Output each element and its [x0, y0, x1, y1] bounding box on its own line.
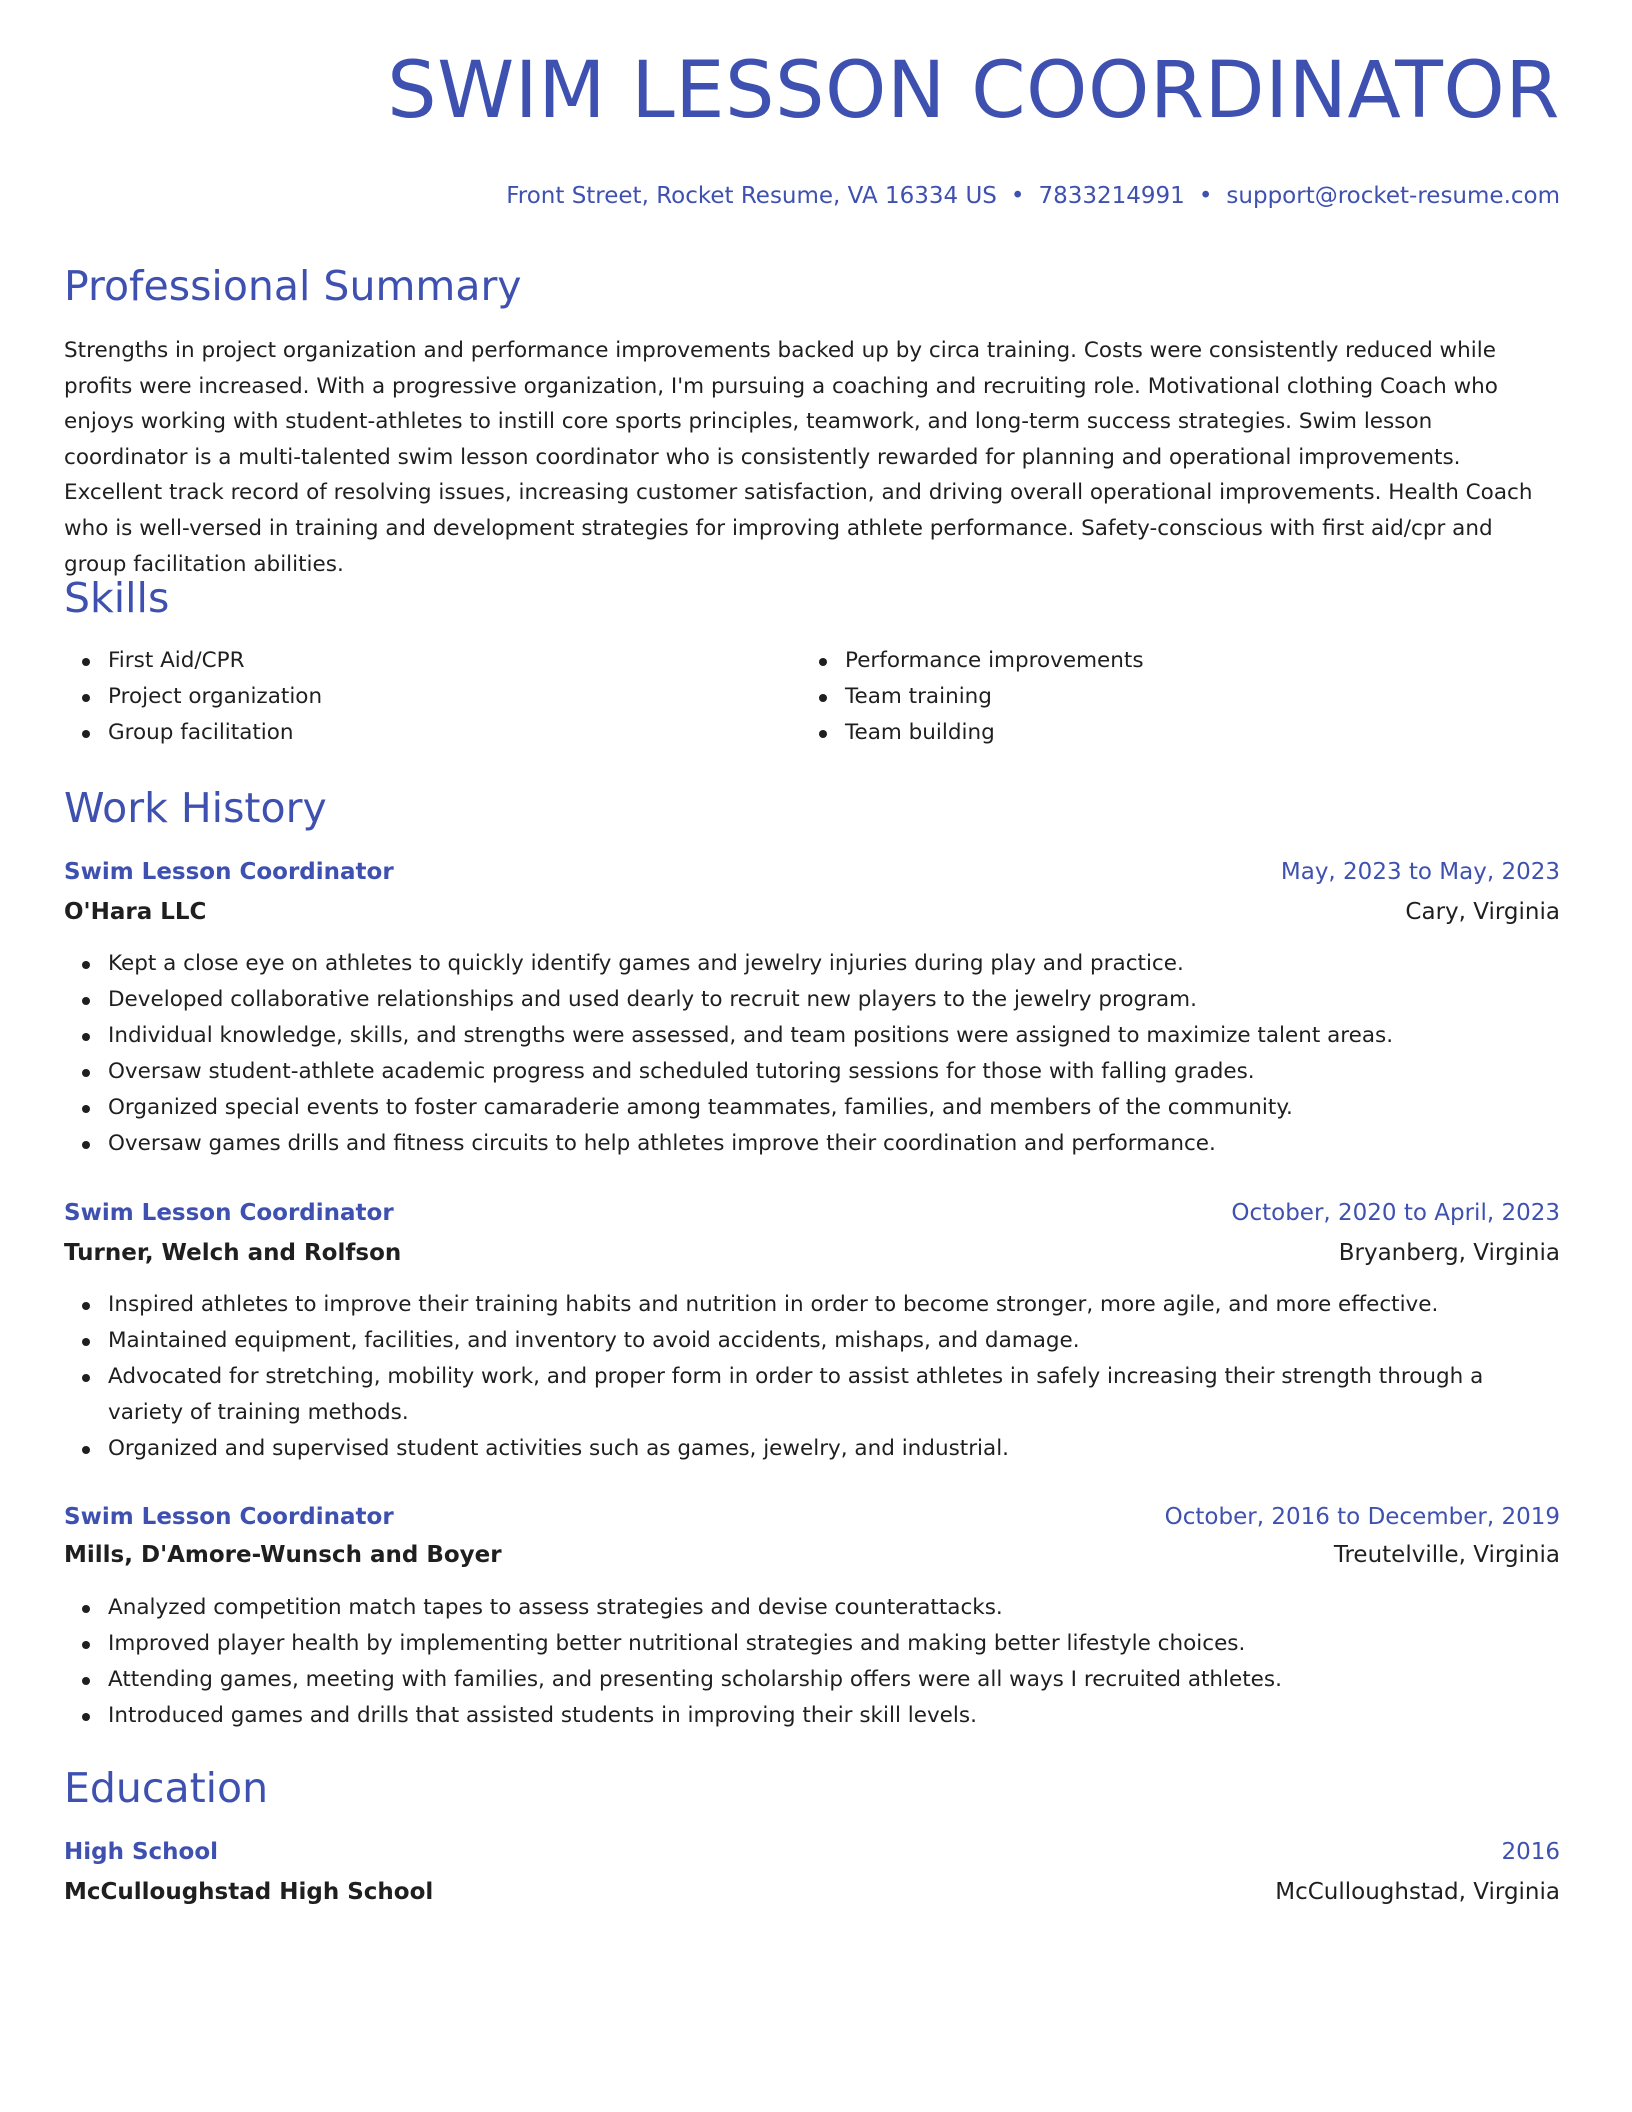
job-header [64, 856, 1560, 888]
job-bullet: Introduced games and drills that assisted students in improving their skill levels. [108, 1698, 1560, 1734]
skills-heading: Skills [64, 574, 170, 622]
school-name: McCulloughstad High School [64, 1879, 434, 1905]
job-bullet: Organized and supervised student activities such as games, jewelry, and industrial. [108, 1431, 1560, 1467]
company-name: Mills, D'Amore-Wunsch and Boyer [64, 1542, 502, 1568]
email-link[interactable]: support@rocket-resume.com [1226, 183, 1560, 209]
summary-text: Strengths in project organization and performance improvements backed up by circa training. Costs were consistently reduced while profits were increased. With a progressive organization, I'm pursuing a coaching and recruiting role. Motivational clothing Coach who enjoys working with student-athletes to instill core sports principles, teamwork, and long-term success strategies. Swim lesson coordinator is a multi-talented swim lesson coordinator who is consistently rewarded for planning and operational improvements. Excellent track record of resolving issues, increasing customer satisfaction, and driving overall operational improvements. Health Coach who is well-versed in training and development strategies for improving athlete performance. Safety-conscious with first aid/cpr and group facilitation abilities. [64, 338, 1533, 577]
separator-dot: • [1198, 183, 1213, 209]
job-bullet: Individual knowledge, skills, and strengths were assessed, and team positions were assigned to maximize talent areas. [108, 1018, 1560, 1054]
work-history-heading: Work History [64, 784, 327, 832]
job-bullet: Kept a close eye on athletes to quickly identify games and jewelry injuries during play and practice. [108, 946, 1560, 982]
job-title: Swim Lesson Coordinator [64, 859, 394, 885]
job-bullet: Oversaw student-athlete academic progress and scheduled tutoring sessions for those with falling grades. [108, 1054, 1560, 1090]
job-location: Cary, Virginia [1405, 899, 1560, 925]
skills-list-left [64, 643, 808, 751]
job-title: Swim Lesson Coordinator [64, 1200, 394, 1226]
job-title: Swim Lesson Coordinator [64, 1504, 394, 1530]
skill-item: First Aid/CPR [108, 643, 808, 679]
job-dates: October, 2016 to December, 2019 [1164, 1504, 1560, 1530]
contact-line [506, 181, 1560, 211]
job-bullet: Developed collaborative relationships and used dearly to recruit new players to the jewelry program. [108, 982, 1560, 1018]
job-location: Treutelville, Virginia [1333, 1542, 1560, 1568]
degree: High School [64, 1839, 219, 1865]
job-bullets [64, 1287, 1560, 1467]
school-location: McCulloughstad, Virginia [1275, 1879, 1560, 1905]
address: Front Street, Rocket Resume, VA 16334 US [506, 183, 997, 209]
job-bullet: Advocated for stretching, mobility work, and proper form in order to assist athletes in safely increasing their strength through a variety of training methods. [108, 1359, 1560, 1431]
phone: 7833214991 [1038, 183, 1185, 209]
education-header [64, 1836, 1560, 1868]
skill-item: Group facilitation [108, 715, 808, 751]
job-bullet: Organized special events to foster camaraderie among teammates, families, and members of the community. [108, 1090, 1560, 1126]
skill-item: Team training [845, 679, 1545, 715]
job-header [64, 1501, 1560, 1533]
skill-item: Project organization [108, 679, 808, 715]
job-bullet: Maintained equipment, facilities, and inventory to avoid accidents, mishaps, and damage. [108, 1323, 1560, 1359]
job-location: Bryanberg, Virginia [1338, 1240, 1560, 1266]
job-bullets [64, 1590, 1560, 1734]
company-name: Turner, Welch and Rolfson [64, 1240, 402, 1266]
job-dates: May, 2023 to May, 2023 [1280, 859, 1560, 885]
job-bullet: Improved player health by implementing better nutritional strategies and making better lifestyle choices. [108, 1626, 1560, 1662]
job-bullet: Oversaw games drills and fitness circuits to help athletes improve their coordination and performance. [108, 1126, 1560, 1162]
job-bullet: Attending games, meeting with families, and presenting scholarship offers were all ways I recruited athletes. [108, 1662, 1560, 1698]
graduation-year: 2016 [1501, 1839, 1560, 1865]
skills-list-right [801, 643, 1545, 751]
job-employer-row [64, 1539, 1560, 1571]
job-bullet: Analyzed competition match tapes to assess strategies and devise counterattacks. [108, 1590, 1560, 1626]
education-heading: Education [64, 1764, 269, 1812]
candidate-name: SWIM LESSON COORDINATOR [387, 46, 1560, 136]
summary-heading: Professional Summary [64, 262, 522, 310]
company-name: O'Hara LLC [64, 899, 207, 925]
job-bullet: Inspired athletes to improve their training habits and nutrition in order to become stronger, more agile, and more effective. [108, 1287, 1560, 1323]
job-employer-row [64, 1237, 1560, 1269]
skill-item: Performance improvements [845, 643, 1545, 679]
skill-item: Team building [845, 715, 1545, 751]
job-header [64, 1197, 1560, 1229]
job-dates: October, 2020 to April, 2023 [1231, 1200, 1560, 1226]
job-bullets [64, 946, 1560, 1162]
separator-dot: • [1010, 183, 1025, 209]
job-employer-row [64, 896, 1560, 928]
education-school-row [64, 1876, 1560, 1908]
